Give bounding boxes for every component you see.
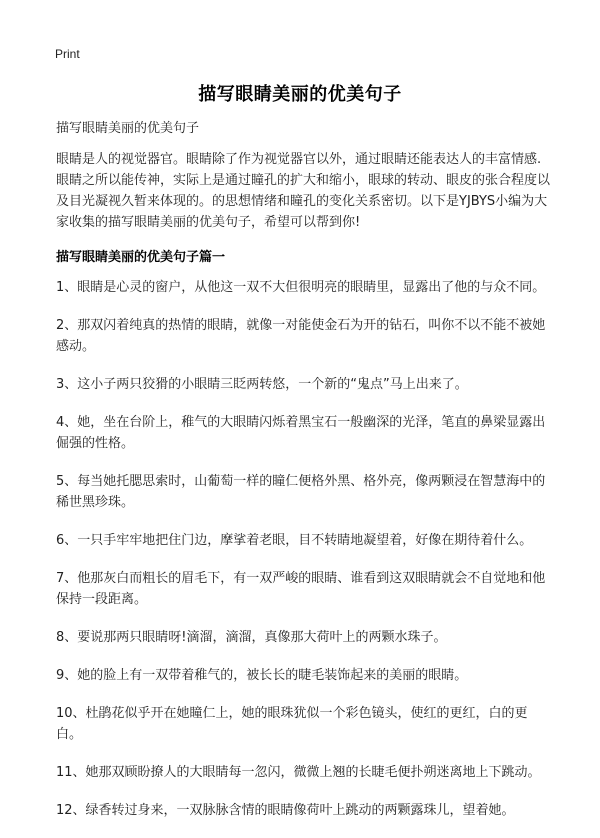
intro-paragraph: 眼睛是人的视觉器官。眼睛除了作为视觉器官以外，通过眼睛还能表达人的丰富情感.眼睛之所以能传神，实际上是通过瞳孔的扩大和缩小，眼球的转动、眼皮的张合程度以及目光凝视久暂来体现的。的思想情绪和瞳孔的变化关系密切。以下是YJBYS小编为大家收集的描写眼睛美丽的优美句子，希望可以帮到你! xyxy=(56,152,551,230)
list-item: 4、她，坐在台阶上，稚气的大眼睛闪烁着黑宝石一般幽深的光泽，笔直的鼻梁显露出倔强的性格。 xyxy=(56,415,546,451)
document-title: 描写眼睛美丽的优美句子 xyxy=(198,84,402,105)
document-body xyxy=(56,118,552,838)
list-item: 12、绿香转过身来，一双脉脉含情的眼睛像荷叶上跳动的两颗露珠儿，望着她。 xyxy=(56,803,515,818)
list-item: 9、她的脸上有一双带着稚气的，被长长的睫毛装饰起来的美丽的眼睛。 xyxy=(56,668,468,683)
list-item: 7、他那灰白而粗长的眉毛下，有一双严峻的眼睛、谁看到这双眼睛就会不自觉地和他保持一段距离。 xyxy=(56,571,546,607)
list-item: 5、每当她托腮思索时，山葡萄一样的瞳仁便格外黑、格外亮，像两颗浸在智慧海中的稀世黑珍珠。 xyxy=(56,474,546,510)
subtitle: 描写眼睛美丽的优美句子 xyxy=(56,121,200,136)
section-heading: 描写眼睛美丽的优美句子篇一 xyxy=(56,250,226,265)
print-label: Print xyxy=(55,47,80,61)
list-item: 2、那双闪着纯真的热情的眼睛，就像一对能使金石为开的钻石，叫你不以不能不被她感动。 xyxy=(56,318,546,354)
list-item: 3、这小子两只狡猾的小眼睛三眨两转悠，一个新的“鬼点”马上出来了。 xyxy=(56,377,468,392)
list-item: 6、一只手牢牢地把住门边，摩挲着老眼，目不转睛地凝望着，好像在期待着什么。 xyxy=(56,533,533,548)
list-item: 10、杜鹃花似乎开在她瞳仁上，她的眼珠犹似一个彩色镜头，使红的更红，白的更白。 xyxy=(56,706,528,742)
list-item: 8、要说那两只眼睛呀!滴溜，滴溜，真像那大荷叶上的两颗水珠子。 xyxy=(56,630,447,645)
list-item: 1、眼睛是心灵的窗户，从他这一双不大但很明亮的眼睛里，显露出了他的与众不同。 xyxy=(56,280,546,295)
list-item: 11、她那双顾盼撩人的大眼睛每一忽闪，微微上翘的长睫毛便扑朔迷离地上下跳动。 xyxy=(56,765,541,780)
